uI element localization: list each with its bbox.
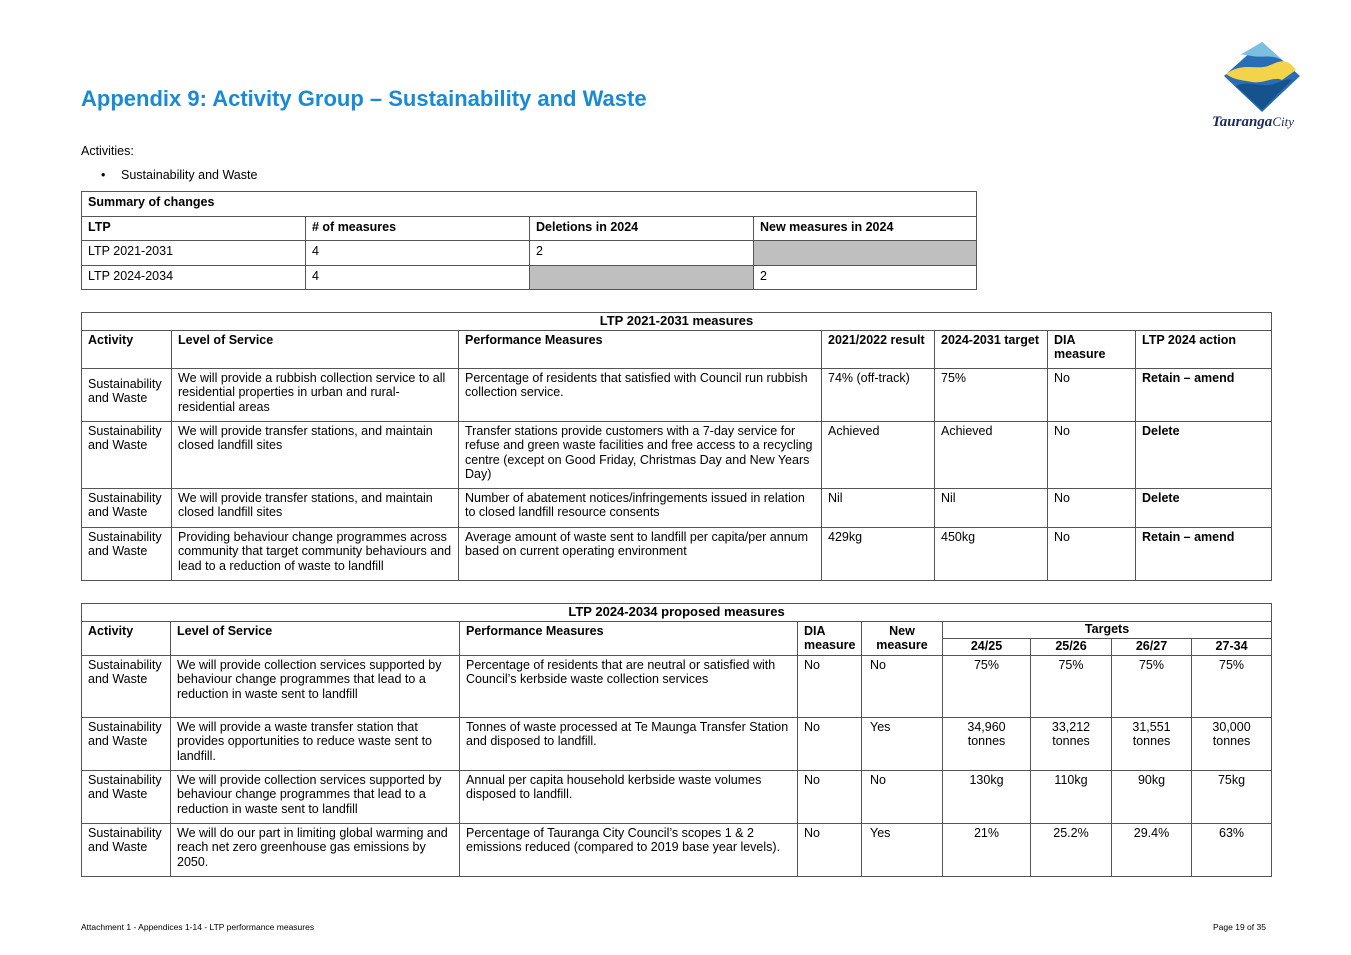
level-of-service-cell: Providing behaviour change programmes across community that target community behaviours and lead to a reduction of waste to landfill: [172, 527, 459, 580]
summary-cell: 2: [530, 241, 754, 266]
year-header: 24/25: [943, 638, 1031, 655]
target-cell: 75%: [1192, 655, 1272, 717]
column-header: DIA measure: [798, 621, 862, 655]
action-cell: Retain – amend: [1136, 368, 1272, 421]
summary-table: [81, 191, 977, 290]
summary-cell: 4: [306, 265, 530, 290]
target-cell: 63%: [1192, 823, 1272, 876]
year-header: 25/26: [1031, 638, 1112, 655]
new-measure-cell: Yes: [862, 823, 943, 876]
performance-measure-cell: Transfer stations provide customers with a 7-day service for refuse and green waste facilities and free access to a recycling centre (except on Good Friday, Christmas Day and New Years Day): [459, 421, 822, 488]
dia-cell: No: [798, 770, 862, 823]
logo-wordmark: TaurangaCity: [1212, 114, 1294, 130]
column-header: New measure: [862, 621, 943, 655]
target-cell: Nil: [935, 488, 1048, 527]
activity-item: Sustainability and Waste: [121, 168, 258, 182]
table-title: LTP 2021-2031 measures: [82, 313, 1272, 331]
performance-measure-cell: Average amount of waste sent to landfill per capita/per annum based on current operating environment: [459, 527, 822, 580]
level-of-service-cell: We will provide transfer stations, and maintain closed landfill sites: [172, 421, 459, 488]
target-cell: 130kg: [943, 770, 1031, 823]
activity-cell: Sustainability and Waste: [82, 488, 172, 527]
page-title: Appendix 9: Activity Group – Sustainability and Waste: [81, 86, 647, 111]
tauranga-city-logo: [1212, 40, 1312, 135]
target-cell: 75%: [1031, 655, 1112, 717]
column-header: DIA measure: [1048, 330, 1136, 368]
summary-cell-empty: [530, 265, 754, 290]
performance-measure-cell: Percentage of Tauranga City Council’s scopes 1 & 2 emissions reduced (compared to 2019 base year levels).: [460, 823, 798, 876]
ltp-2024-2034-table: [81, 603, 1272, 877]
summary-cell: LTP 2024-2034: [82, 265, 306, 290]
performance-measure-cell: Percentage of residents that are neutral or satisfied with Council’s kerbside waste collection services: [460, 655, 798, 717]
target-cell: 110kg: [1031, 770, 1112, 823]
activity-cell: Sustainability and Waste: [82, 527, 172, 580]
footer-page-number: Page 19 of 35: [1213, 922, 1266, 932]
column-header: Level of Service: [172, 330, 459, 368]
activity-cell: Sustainability and Waste: [82, 823, 171, 876]
table-row: [82, 368, 1272, 421]
level-of-service-cell: We will provide a rubbish collection service to all residential properties in urban and rural-residential areas: [172, 368, 459, 421]
summary-cell-empty: [754, 241, 977, 266]
target-cell: 33,212 tonnes: [1031, 717, 1112, 770]
target-cell: 31,551 tonnes: [1112, 717, 1192, 770]
summary-header: New measures in 2024: [754, 216, 977, 241]
new-measure-cell: Yes: [862, 717, 943, 770]
action-cell: Delete: [1136, 421, 1272, 488]
performance-measure-cell: Tonnes of waste processed at Te Maunga Transfer Station and disposed to landfill.: [460, 717, 798, 770]
activity-cell: Sustainability and Waste: [82, 655, 171, 717]
new-measure-cell: No: [862, 770, 943, 823]
summary-caption: Summary of changes: [82, 192, 977, 217]
summary-header: Deletions in 2024: [530, 216, 754, 241]
target-cell: 450kg: [935, 527, 1048, 580]
dia-cell: No: [798, 655, 862, 717]
table-row: [82, 265, 977, 290]
ltp-2021-2031-table: [81, 312, 1272, 581]
target-cell: Achieved: [935, 421, 1048, 488]
targets-header: Targets: [943, 621, 1272, 638]
activities-label: Activities:: [81, 144, 134, 158]
level-of-service-cell: We will provide a waste transfer station that provides opportunities to reduce waste sent to landfill.: [171, 717, 460, 770]
table-row: [82, 655, 1272, 717]
level-of-service-cell: We will do our part in limiting global warming and reach net zero greenhouse gas emissions by 2050.: [171, 823, 460, 876]
summary-cell: 4: [306, 241, 530, 266]
dia-cell: No: [1048, 527, 1136, 580]
table-row: [82, 717, 1272, 770]
performance-measure-cell: Number of abatement notices/infringements issued in relation to closed landfill resource consents: [459, 488, 822, 527]
summary-cell: 2: [754, 265, 977, 290]
year-header: 26/27: [1112, 638, 1192, 655]
column-header: Level of Service: [171, 621, 460, 655]
level-of-service-cell: We will provide collection services supported by behaviour change programmes that lead to a reduction in waste sent to landfill: [171, 655, 460, 717]
year-header: 27-34: [1192, 638, 1272, 655]
level-of-service-cell: We will provide collection services supported by behaviour change programmes that lead to a reduction in waste sent to landfill: [171, 770, 460, 823]
dia-cell: No: [798, 823, 862, 876]
result-cell: Achieved: [822, 421, 935, 488]
activity-cell: Sustainability and Waste: [82, 770, 171, 823]
table-row: [82, 241, 977, 266]
table-row: [82, 823, 1272, 876]
column-header: LTP 2024 action: [1136, 330, 1272, 368]
target-cell: 75%: [943, 655, 1031, 717]
target-cell: 75%: [1112, 655, 1192, 717]
column-header: 2021/2022 result: [822, 330, 935, 368]
target-cell: 75kg: [1192, 770, 1272, 823]
target-cell: 30,000 tonnes: [1192, 717, 1272, 770]
action-cell: Delete: [1136, 488, 1272, 527]
footer-attachment-label: Attachment 1 - Appendices 1-14 - LTP performance measures: [81, 922, 315, 932]
summary-header: # of measures: [306, 216, 530, 241]
column-header: 2024-2031 target: [935, 330, 1048, 368]
performance-measure-cell: Annual per capita household kerbside waste volumes disposed to landfill.: [460, 770, 798, 823]
target-cell: 34,960 tonnes: [943, 717, 1031, 770]
performance-measure-cell: Percentage of residents that satisfied with Council run rubbish collection service.: [459, 368, 822, 421]
target-cell: 25.2%: [1031, 823, 1112, 876]
target-cell: 21%: [943, 823, 1031, 876]
table-row: [82, 421, 1272, 488]
table-row: [82, 770, 1272, 823]
activity-cell: Sustainability and Waste: [82, 421, 172, 488]
column-header: Performance Measures: [459, 330, 822, 368]
activity-cell: Sustainability and Waste: [82, 368, 172, 421]
result-cell: Nil: [822, 488, 935, 527]
result-cell: 429kg: [822, 527, 935, 580]
dia-cell: No: [1048, 368, 1136, 421]
new-measure-cell: No: [862, 655, 943, 717]
result-cell: 74% (off-track): [822, 368, 935, 421]
dia-cell: No: [1048, 488, 1136, 527]
column-header: Activity: [82, 330, 172, 368]
table-title: LTP 2024-2034 proposed measures: [82, 604, 1272, 622]
activity-cell: Sustainability and Waste: [82, 717, 171, 770]
action-cell: Retain – amend: [1136, 527, 1272, 580]
level-of-service-cell: We will provide transfer stations, and maintain closed landfill sites: [172, 488, 459, 527]
column-header: Activity: [82, 621, 171, 655]
column-header: Performance Measures: [460, 621, 798, 655]
target-cell: 75%: [935, 368, 1048, 421]
activity-bullet: [101, 168, 257, 183]
summary-header: LTP: [82, 216, 306, 241]
table-row: [82, 527, 1272, 580]
target-cell: 90kg: [1112, 770, 1192, 823]
logo-diamond-icon: [1212, 40, 1312, 112]
bullet-icon: •: [101, 168, 106, 182]
summary-cell: LTP 2021-2031: [82, 241, 306, 266]
target-cell: 29.4%: [1112, 823, 1192, 876]
dia-cell: No: [798, 717, 862, 770]
table-row: [82, 488, 1272, 527]
dia-cell: No: [1048, 421, 1136, 488]
